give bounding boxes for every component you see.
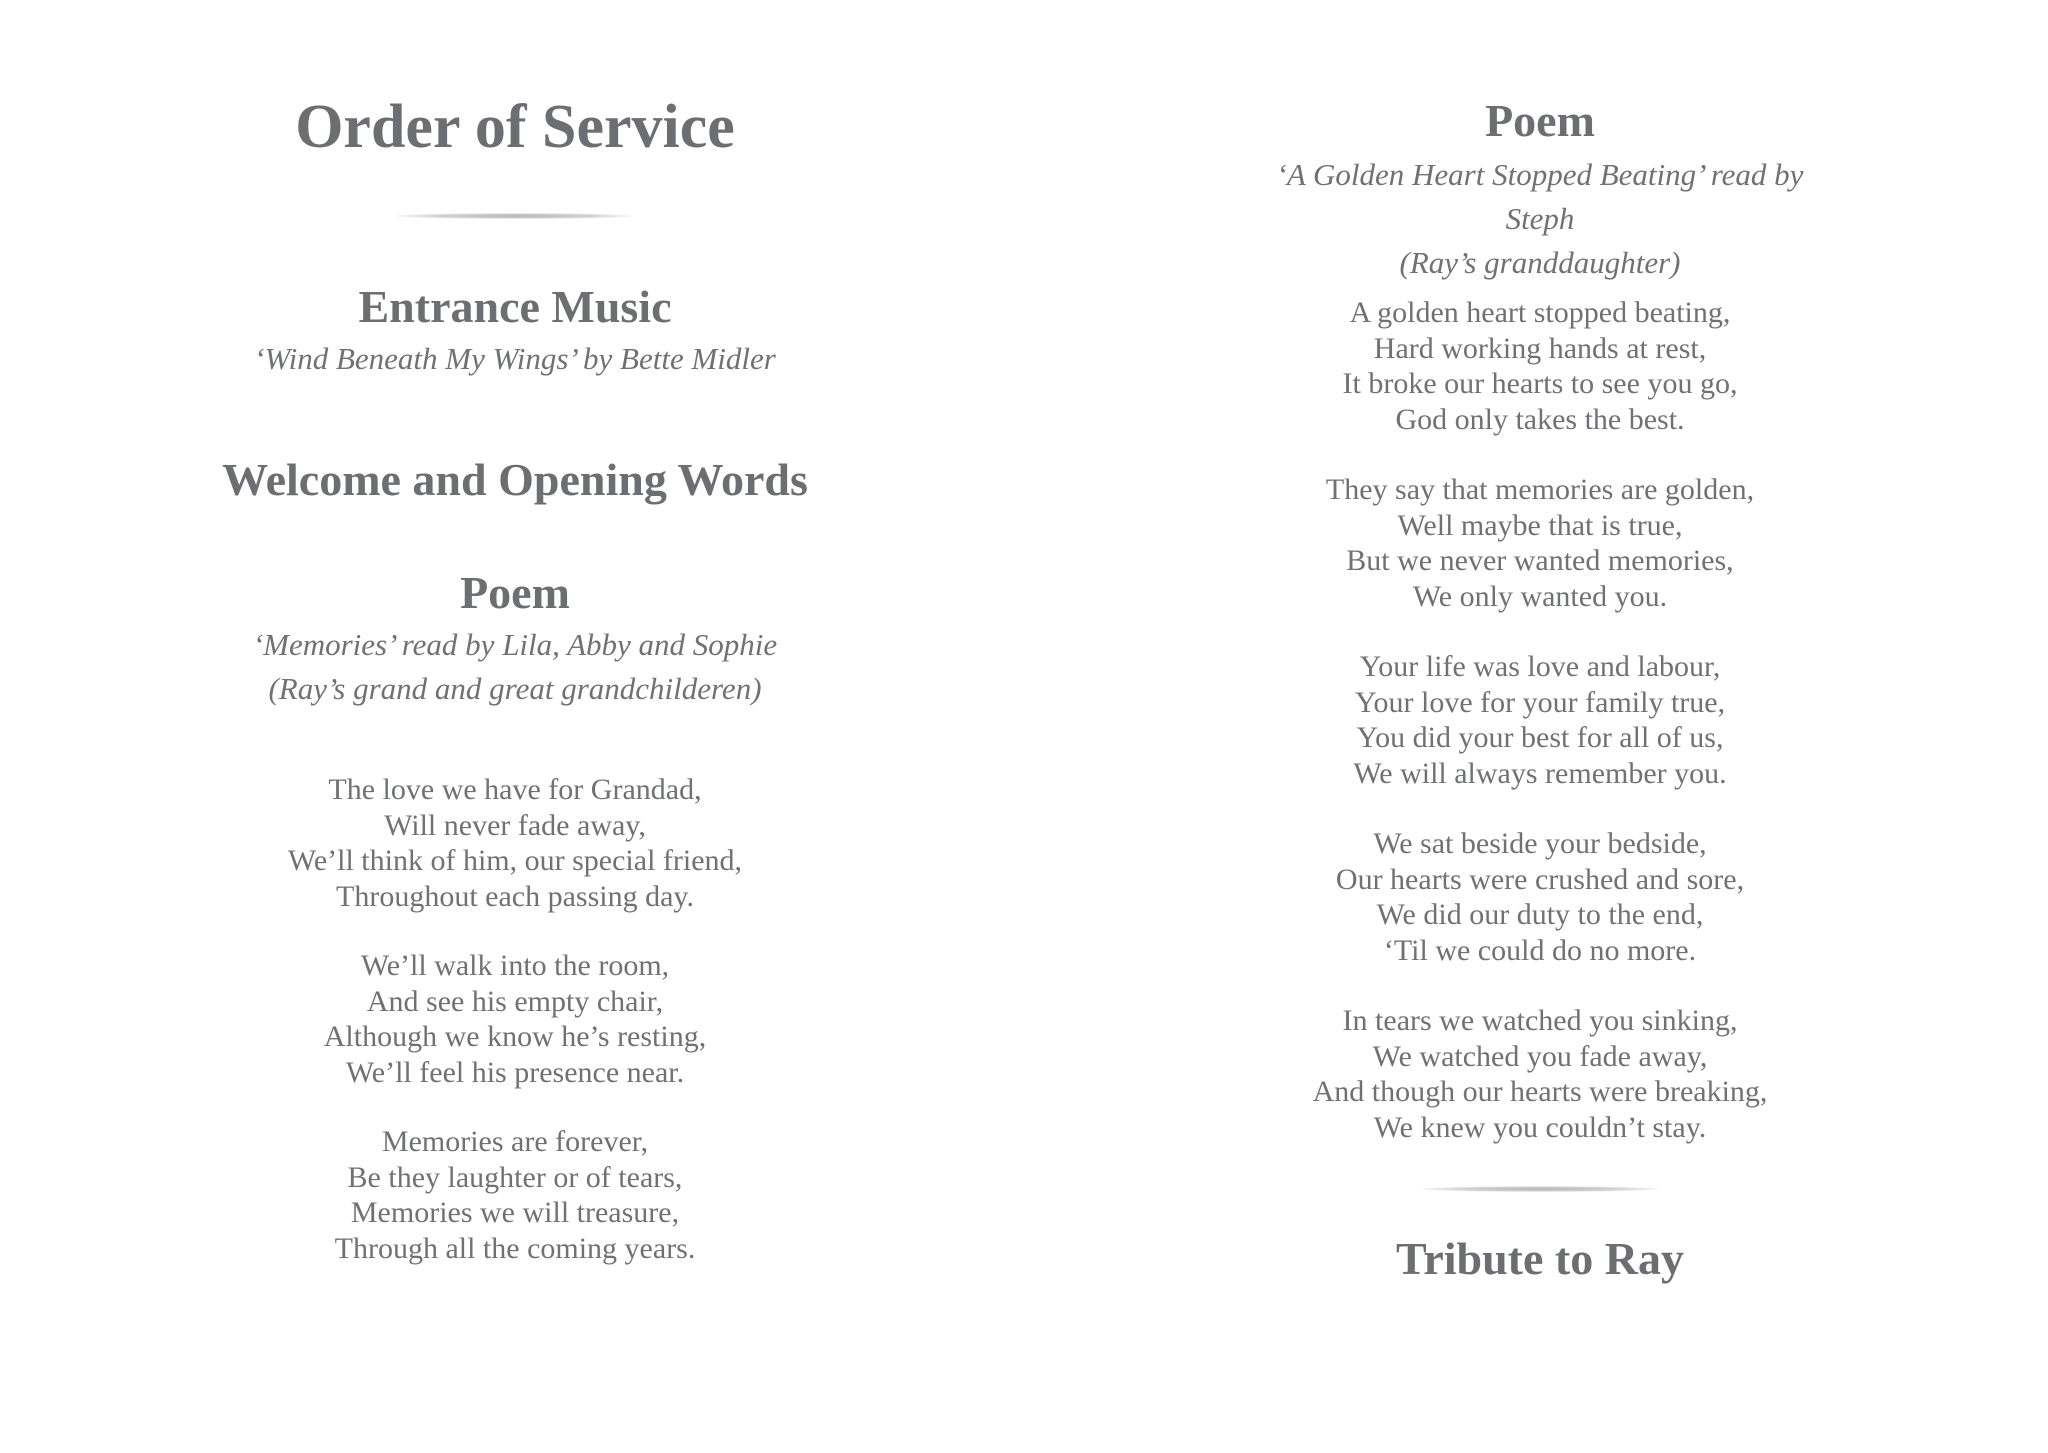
poem-memories-section	[215, 568, 815, 711]
poem-stanza-1	[215, 772, 815, 914]
poem-line: Our hearts were crushed and sore,	[1335, 862, 1745, 896]
poem-line: You did your best for all of us,	[1356, 721, 1724, 754]
poem-line: Will never fade away,	[384, 808, 646, 842]
poem-subtitle-line-1: ‘A Golden Heart Stopped Beating’ read by Steph	[1276, 156, 1804, 236]
tribute-heading: Tribute to Ray	[1396, 1233, 1684, 1284]
poem-stanza-1	[1240, 295, 1840, 437]
poem-line: We’ll walk into the room,	[360, 949, 670, 982]
poem-heading: Poem	[1485, 95, 1595, 146]
poem-line: Hard working hands at rest,	[1373, 331, 1707, 365]
poem-line: We knew you couldn’t stay.	[1373, 1110, 1707, 1144]
poem-line: Memories we will treasure,	[350, 1196, 680, 1229]
entrance-music-subtitle: ‘Wind Beneath My Wings’ by Bette Midler	[254, 340, 776, 376]
welcome-heading: Welcome and Opening Words	[222, 454, 808, 505]
poem-line: Be they laughter or of tears,	[347, 1160, 683, 1194]
poem-stanza-3	[215, 1124, 815, 1266]
poem-line: It broke our hearts to see you go,	[1342, 367, 1738, 400]
poem-line: We did our duty to the end,	[1376, 898, 1704, 931]
title-divider-block	[215, 213, 815, 219]
poem-line: Through all the coming years.	[334, 1231, 696, 1265]
poem-line: Although we know he’s resting,	[323, 1020, 707, 1053]
poem-line: We will always remember you.	[1353, 756, 1727, 790]
poem-heading: Poem	[460, 567, 570, 618]
welcome-section	[215, 455, 815, 506]
poem-stanza-4	[1240, 826, 1840, 968]
poem-line: Throughout each passing day.	[336, 879, 694, 913]
poem-stanza-2	[1240, 472, 1840, 614]
poem-line: Your love for your family true,	[1354, 685, 1726, 719]
poem-golden-heart-section	[1240, 96, 1840, 285]
poem-line: A golden heart stopped beating,	[1349, 296, 1731, 329]
poem-line: We sat beside your bedside,	[1373, 827, 1707, 860]
poem-line: God only takes the best.	[1395, 402, 1685, 436]
poem-stanza-2	[215, 948, 815, 1090]
poem-line: ‘Til we could do no more.	[1383, 933, 1697, 967]
order-of-service-title-block	[215, 93, 815, 161]
entrance-music-heading: Entrance Music	[358, 281, 672, 332]
poem-line: And see his empty chair,	[366, 984, 664, 1018]
tribute-section	[1240, 1234, 1840, 1285]
poem-line: We watched you fade away,	[1372, 1039, 1708, 1073]
title-divider	[395, 213, 635, 219]
poem-subtitle-line-1: ‘Memories’ read by Lila, Abby and Sophie	[252, 626, 778, 662]
poem-stanza-5	[1240, 1003, 1840, 1145]
poem-line: We’ll think of him, our special friend,	[287, 844, 743, 877]
poem-line: In tears we watched you sinking,	[1342, 1004, 1738, 1037]
poem-subtitle-line-2: (Ray’s granddaughter)	[1399, 244, 1681, 280]
poem-subtitle-line-2: (Ray’s grand and great grandchilderen)	[268, 670, 762, 706]
tribute-divider-block	[1240, 1186, 1840, 1192]
poem-line: Your life was love and labour,	[1359, 650, 1721, 683]
poem-line: But we never wanted memories,	[1346, 544, 1734, 577]
poem-line: We’ll feel his presence near.	[345, 1055, 685, 1089]
tribute-divider	[1420, 1186, 1660, 1192]
poem-line: The love we have for Grandad,	[328, 773, 702, 806]
poem-stanza-3	[1240, 649, 1840, 791]
poem-line: Memories are forever,	[381, 1125, 649, 1158]
poem-line: And though our hearts were breaking,	[1312, 1075, 1768, 1108]
poem-line: We only wanted you.	[1412, 579, 1668, 613]
entrance-music-section	[215, 282, 815, 381]
page-title: Order of Service	[295, 93, 735, 161]
poem-line: Well maybe that is true,	[1397, 508, 1683, 542]
poem-line: They say that memories are golden,	[1325, 473, 1755, 506]
